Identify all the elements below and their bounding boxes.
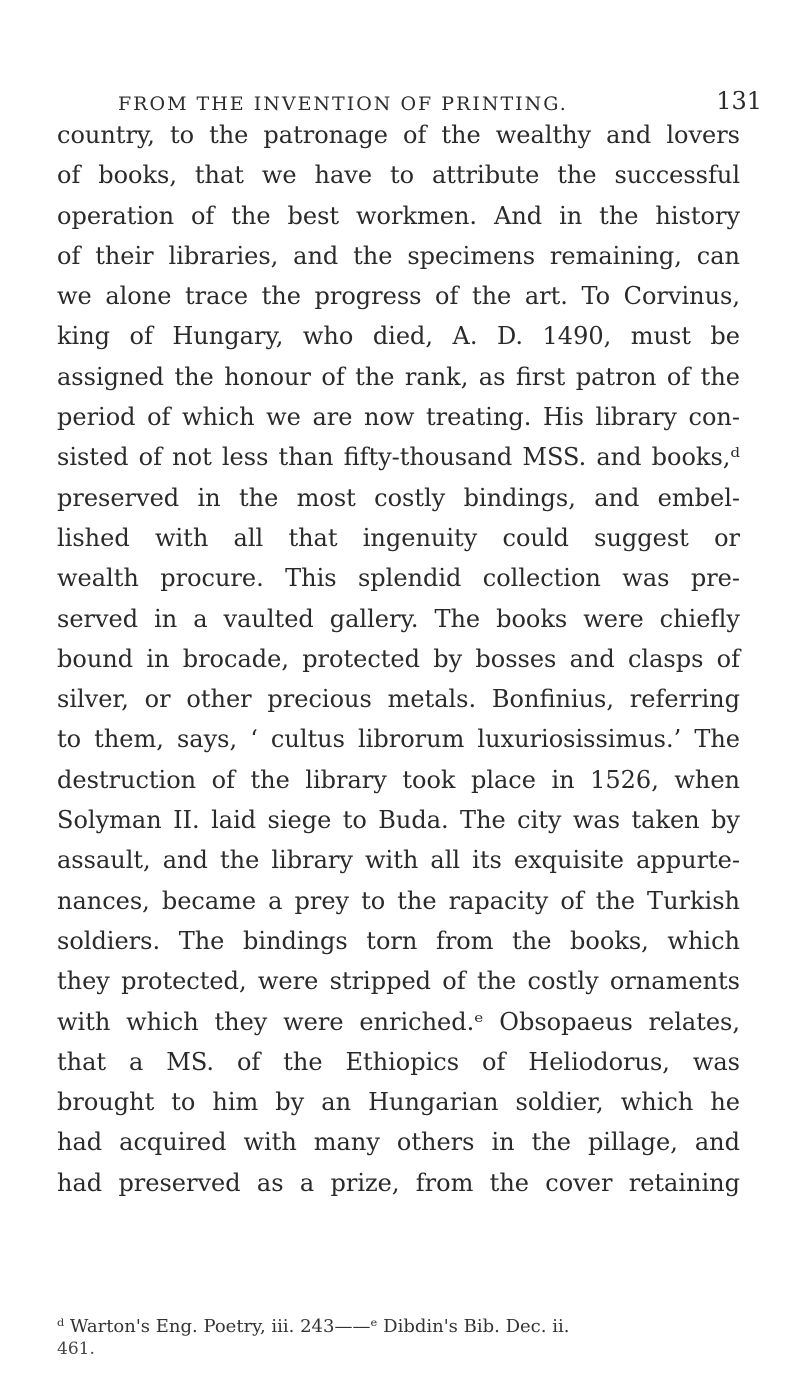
text-line: assigned the honour of the rank, as first patron of the <box>57 362 740 391</box>
signature-mark: 461. <box>57 1339 95 1359</box>
text-line: lished with all that ingenuity could suggest or <box>57 523 740 552</box>
running-head: FROM THE INVENTION OF PRINTING. <box>118 93 568 115</box>
text-line: country, to the patronage of the wealthy and lovers <box>57 121 740 149</box>
body-text <box>57 115 740 1203</box>
text-line: sisted of not less than fifty-thousand MSS. and books,ᵈ <box>57 443 740 472</box>
text-line: period of which we are now treating. His library con- <box>57 403 740 432</box>
text-line: soldiers. The bindings torn from the books, which <box>57 926 740 955</box>
text-line: brought to him by an Hungarian soldier, which he <box>57 1088 740 1117</box>
text-line: silver, or other precious metals. Bonfinius, referring <box>57 685 740 714</box>
text-line: king of Hungary, who died, A. D. 1490, must be <box>57 322 740 351</box>
text-line: bound in brocade, protected by bosses and clasps of <box>57 644 740 673</box>
text-line: with which they were enriched.ᵉ Obsopaeus relates, <box>57 1007 740 1036</box>
text-line: of their libraries, and the specimens remaining, can <box>57 241 740 270</box>
text-line: Solyman II. laid siege to Buda. The city was taken by <box>57 806 740 835</box>
text-line: we alone trace the progress of the art. To Corvinus, <box>57 282 740 311</box>
text-line: that a MS. of the Ethiopics of Heliodorus, was <box>57 1047 740 1076</box>
text-line: to them, says, ‘ cultus librorum luxuriosissimus.’ The <box>57 725 740 754</box>
text-line: of books, that we have to attribute the successful <box>57 161 740 190</box>
text-line: preserved in the most costly bindings, and embel- <box>57 483 740 512</box>
text-line: they protected, were stripped of the costly ornaments <box>57 967 740 996</box>
text-line: served in a vaulted gallery. The books were chiefly <box>57 604 740 633</box>
text-line: had acquired with many others in the pillage, and <box>57 1128 740 1157</box>
text-line: assault, and the library with all its exquisite appurte- <box>57 846 740 875</box>
text-line: had preserved as a prize, from the cover retaining <box>57 1168 740 1197</box>
text-line: nances, became a prey to the rapacity of the Turkish <box>57 886 740 915</box>
page-number: 131 <box>716 87 762 115</box>
footnotes <box>57 1316 740 1360</box>
text-line: wealth procure. This splendid collection was pre- <box>57 564 740 593</box>
text-line: operation of the best workmen. And in the history <box>57 201 740 230</box>
page-header <box>60 87 760 117</box>
text-line: destruction of the library took place in 1526, when <box>57 765 740 794</box>
footnote-line: ᵈ Warton's Eng. Poetry, iii. 243——ᵉ Dibdin's Bib. Dec. ii. <box>57 1316 570 1337</box>
